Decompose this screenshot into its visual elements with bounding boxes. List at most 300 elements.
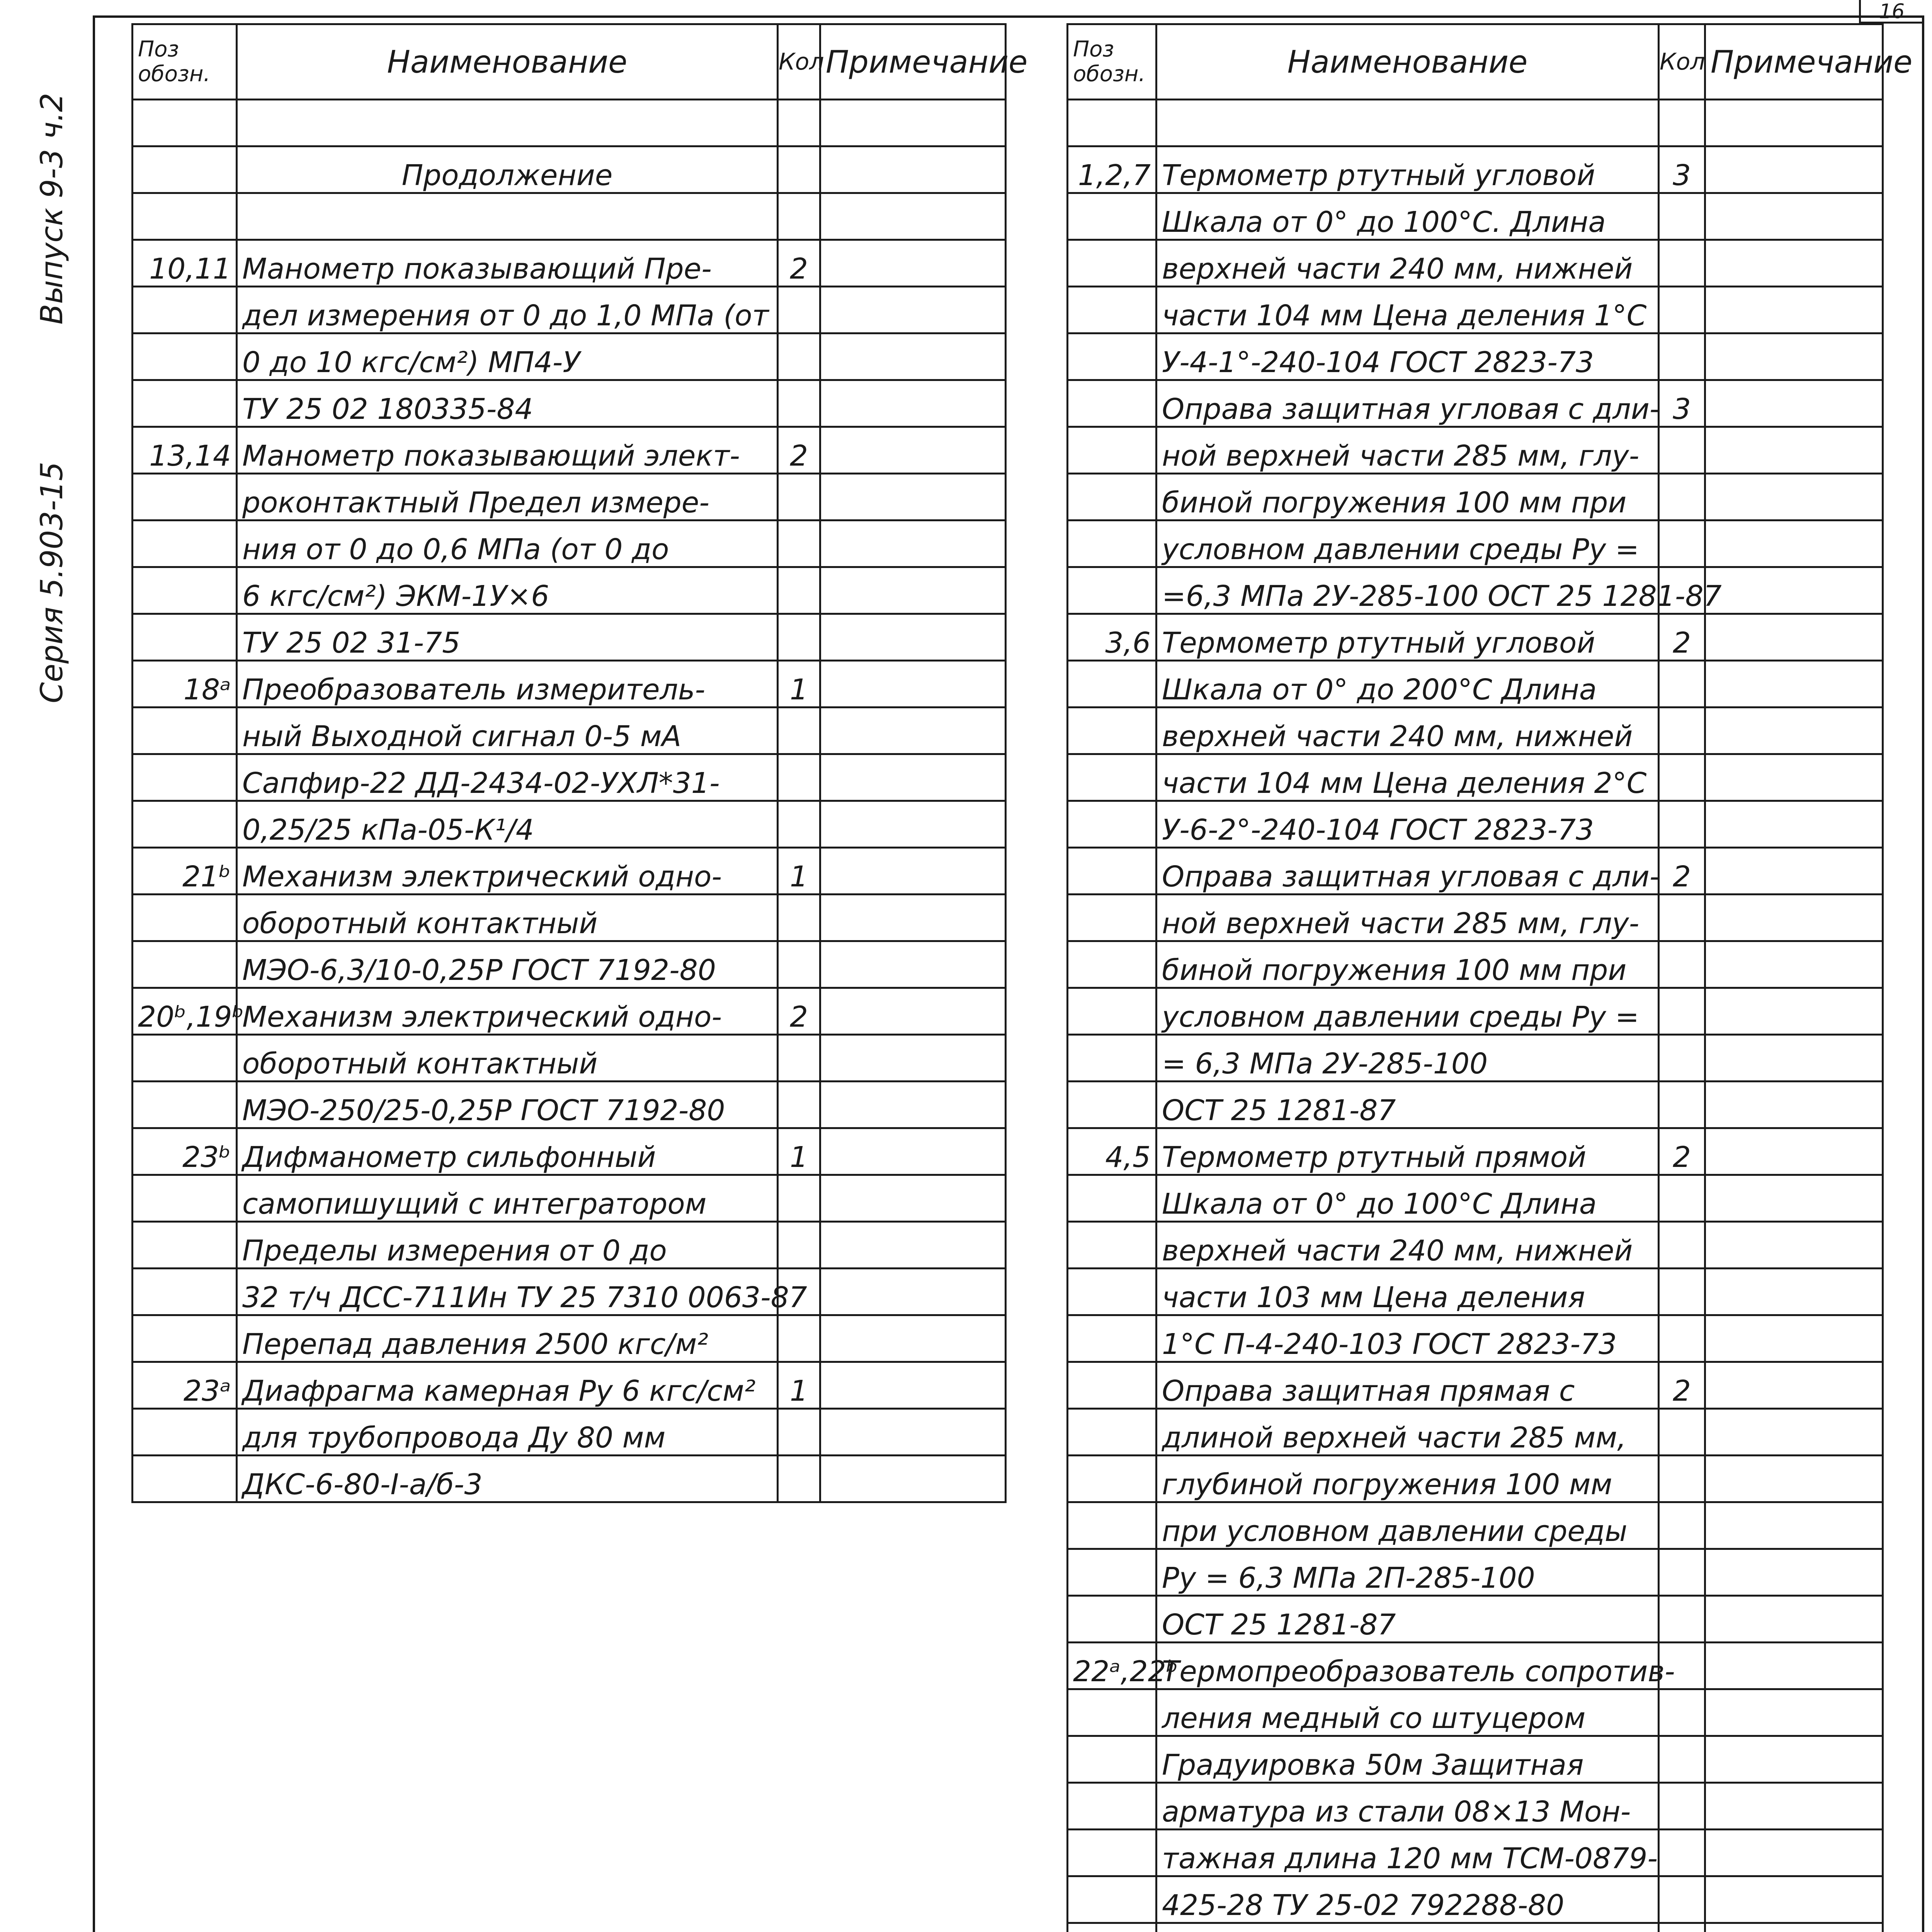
table-row xyxy=(1068,1643,1883,1689)
cell-name: Продолжение xyxy=(237,146,778,193)
cell-note xyxy=(1705,1736,1883,1783)
table-row xyxy=(1068,1596,1883,1643)
cell-qty xyxy=(1659,1596,1705,1643)
cell-pos xyxy=(1068,895,1156,941)
cell-pos: 23ᵃ xyxy=(133,1362,237,1409)
cell-note xyxy=(820,520,1006,567)
cell-pos xyxy=(133,707,237,754)
cell-qty xyxy=(1659,941,1705,988)
table-row xyxy=(1068,1549,1883,1596)
cell-note xyxy=(820,941,1006,988)
cell-name: Термометр ртутный прямой xyxy=(1156,1128,1659,1175)
cell-name xyxy=(237,100,778,146)
cell-note xyxy=(1705,474,1883,520)
cell-pos xyxy=(133,474,237,520)
cell-name: = 6,3 МПа 2У-285-100 xyxy=(1156,1035,1659,1082)
cell-name: глубиной погружения 100 мм xyxy=(1156,1456,1659,1502)
cell-pos xyxy=(1068,1876,1156,1923)
cell-pos xyxy=(133,567,237,614)
cell-note xyxy=(820,427,1006,474)
table-row xyxy=(133,1456,1006,1502)
cell-qty xyxy=(778,754,820,801)
cell-pos xyxy=(133,1082,237,1128)
cell-note xyxy=(1705,1876,1883,1923)
cell-qty xyxy=(1659,895,1705,941)
cell-name: Манометр показывающий элект- xyxy=(237,427,778,474)
cell-name: Термометр ртутный угловой xyxy=(1156,146,1659,193)
cell-qty xyxy=(778,287,820,333)
table-row xyxy=(1068,1128,1883,1175)
cell-pos xyxy=(133,1409,237,1456)
cell-note xyxy=(1705,1830,1883,1876)
cell-name: ный Выходной сигнал 0-5 мА xyxy=(237,707,778,754)
cell-name: Механизм электрический одно- xyxy=(237,848,778,895)
table-row xyxy=(133,333,1006,380)
table-row xyxy=(133,100,1006,146)
cell-qty: 2 xyxy=(1659,1362,1705,1409)
cell-qty xyxy=(1659,1736,1705,1783)
table-row xyxy=(1068,707,1883,754)
cell-note xyxy=(1705,1269,1883,1315)
cell-pos xyxy=(133,520,237,567)
cell-name: ния от 0 до 0,6 МПа (от 0 до xyxy=(237,520,778,567)
cell-pos xyxy=(1068,474,1156,520)
cell-name: Манометр показывающий Пре- xyxy=(237,240,778,287)
cell-note xyxy=(820,1035,1006,1082)
table-row xyxy=(1068,754,1883,801)
cell-qty xyxy=(778,1409,820,1456)
table-row xyxy=(1068,661,1883,707)
cell-name: Пределы измерения от 0 до xyxy=(237,1222,778,1269)
cell-pos xyxy=(1068,1362,1156,1409)
table-row xyxy=(1068,1502,1883,1549)
left-spec-table xyxy=(131,23,1028,1503)
cell-name: У-4-1°-240-104 ГОСТ 2823-73 xyxy=(1156,333,1659,380)
cell-name: арматура из стали 08×13 Мон- xyxy=(1156,1783,1659,1830)
cell-qty xyxy=(1659,1830,1705,1876)
cell-name: Оправа защитная прямая с xyxy=(1156,1362,1659,1409)
cell-note xyxy=(820,1128,1006,1175)
table-row xyxy=(133,193,1006,240)
cell-name: длиной верхней части 285 мм, xyxy=(1156,1409,1659,1456)
table-row xyxy=(133,380,1006,427)
issue-label: Выпуск 9-3 ч.2 xyxy=(35,93,70,325)
cell-note xyxy=(820,661,1006,707)
table-row xyxy=(133,1175,1006,1222)
cell-pos xyxy=(1068,941,1156,988)
cell-pos xyxy=(1068,988,1156,1035)
table-row xyxy=(1068,1362,1883,1409)
cell-qty xyxy=(1659,100,1705,146)
table-row xyxy=(133,941,1006,988)
cell-qty: 2 xyxy=(1659,848,1705,895)
cell-qty xyxy=(1659,240,1705,287)
cell-name: Перепад давления 2500 кгс/м² xyxy=(237,1315,778,1362)
cell-note xyxy=(820,707,1006,754)
cell-note xyxy=(820,567,1006,614)
cell-name: МЭО-6,3/10-0,25Р ГОСТ 7192-80 xyxy=(237,941,778,988)
cell-qty: 1 xyxy=(778,661,820,707)
table-row xyxy=(1068,801,1883,848)
cell-name: ТУ 25 02 31-75 xyxy=(237,614,778,661)
table-row xyxy=(1068,1830,1883,1876)
table-row xyxy=(133,707,1006,754)
cell-name: дел измерения от 0 до 1,0 МПа (от xyxy=(237,287,778,333)
cell-note xyxy=(1705,427,1883,474)
cell-name: самопишущий с интегратором xyxy=(237,1175,778,1222)
table-row xyxy=(133,240,1006,287)
cell-note xyxy=(820,474,1006,520)
cell-name: 0 до 10 кгс/см²) МП4-У xyxy=(237,333,778,380)
cell-pos xyxy=(1068,1175,1156,1222)
cell-qty xyxy=(778,1456,820,1502)
cell-pos xyxy=(1068,380,1156,427)
cell-name: Ру = 6,3 МПа 2П-285-100 xyxy=(1156,1549,1659,1596)
cell-pos xyxy=(1068,1409,1156,1456)
cell-qty xyxy=(778,614,820,661)
cell-note xyxy=(1705,333,1883,380)
table-row xyxy=(1068,1876,1883,1923)
cell-note xyxy=(820,193,1006,240)
table-row xyxy=(1068,1923,1883,1932)
cell-note xyxy=(1705,661,1883,707)
cell-note xyxy=(1705,1502,1883,1549)
table-row xyxy=(1068,474,1883,520)
table-row xyxy=(1068,1269,1883,1315)
cell-pos: 13,14 xyxy=(133,427,237,474)
cell-name: верхней части 240 мм, нижней xyxy=(1156,1222,1659,1269)
cell-name: 1°С П-4-240-103 ГОСТ 2823-73 xyxy=(1156,1315,1659,1362)
cell-name: оборотный контактный xyxy=(237,895,778,941)
cell-name: ОСТ 25 1281-87 xyxy=(1156,1596,1659,1643)
header-pos: Поз обозн. xyxy=(133,24,237,100)
cell-note xyxy=(1705,1222,1883,1269)
cell-pos xyxy=(133,1035,237,1082)
cell-name: при условном давлении среды xyxy=(1156,1502,1659,1549)
cell-pos xyxy=(1068,848,1156,895)
cell-pos xyxy=(1068,193,1156,240)
cell-note xyxy=(1705,707,1883,754)
cell-name: части 104 мм Цена деления 1°С xyxy=(1156,287,1659,333)
table-row xyxy=(1068,100,1883,146)
cell-pos xyxy=(133,801,237,848)
cell-pos xyxy=(133,333,237,380)
cell-qty xyxy=(1659,1222,1705,1269)
cell-note xyxy=(820,1315,1006,1362)
cell-pos: 18ᵃ xyxy=(133,661,237,707)
cell-pos xyxy=(1068,1502,1156,1549)
header-note: Примечание xyxy=(1705,24,1883,100)
cell-qty: 2 xyxy=(778,240,820,287)
cell-note xyxy=(1705,895,1883,941)
cell-qty xyxy=(1659,1549,1705,1596)
header-name: Наименование xyxy=(1156,24,1659,100)
cell-qty xyxy=(1659,754,1705,801)
table-row xyxy=(133,754,1006,801)
cell-name: Преобразователь измеритель- xyxy=(237,661,778,707)
cell-qty xyxy=(778,1175,820,1222)
table-row xyxy=(133,614,1006,661)
cell-qty: 2 xyxy=(778,988,820,1035)
table-row xyxy=(1068,520,1883,567)
cell-qty xyxy=(778,707,820,754)
cell-pos xyxy=(1068,240,1156,287)
cell-note xyxy=(1705,1082,1883,1128)
cell-name: 32 т/ч ДСС-711Ин ТУ 25 7310 0063-87 xyxy=(237,1269,778,1315)
cell-name xyxy=(1156,100,1659,146)
cell-qty xyxy=(1659,1689,1705,1736)
table-row xyxy=(133,988,1006,1035)
cell-name: ОСТ 25 1281-87 xyxy=(1156,1082,1659,1128)
table-row xyxy=(1068,1456,1883,1502)
cell-pos xyxy=(133,754,237,801)
table-row xyxy=(1068,614,1883,661)
cell-note xyxy=(820,333,1006,380)
cell-note xyxy=(820,754,1006,801)
cell-note xyxy=(1705,1783,1883,1830)
cell-name: 0,25/25 кПа-05-К¹/4 xyxy=(237,801,778,848)
table-row xyxy=(133,567,1006,614)
cell-name: ления медный со штуцером xyxy=(1156,1689,1659,1736)
table-row xyxy=(1068,988,1883,1035)
table-row xyxy=(133,474,1006,520)
cell-note xyxy=(1705,848,1883,895)
cell-pos xyxy=(1068,520,1156,567)
table-row xyxy=(133,848,1006,895)
cell-note xyxy=(820,240,1006,287)
side-title-column xyxy=(23,15,93,711)
cell-pos xyxy=(1068,333,1156,380)
cell-note xyxy=(1705,240,1883,287)
table-row xyxy=(133,287,1006,333)
cell-pos xyxy=(1068,1923,1156,1932)
cell-note xyxy=(820,1362,1006,1409)
cell-pos xyxy=(1068,1549,1156,1596)
header-qty: Кол xyxy=(1659,24,1705,100)
table-row xyxy=(1068,1082,1883,1128)
cell-qty xyxy=(1659,1502,1705,1549)
cell-pos xyxy=(133,941,237,988)
page-number: 16 xyxy=(1859,0,1923,24)
cell-name: Шкала от 0° до 200°С Длина xyxy=(1156,661,1659,707)
cell-note xyxy=(820,287,1006,333)
cell-name xyxy=(1156,1923,1659,1932)
cell-qty xyxy=(1659,1783,1705,1830)
cell-pos xyxy=(133,1456,237,1502)
cell-note xyxy=(1705,1362,1883,1409)
cell-note xyxy=(820,146,1006,193)
cell-pos xyxy=(133,1315,237,1362)
cell-note xyxy=(820,848,1006,895)
cell-qty xyxy=(778,1222,820,1269)
cell-qty: 2 xyxy=(1659,614,1705,661)
cell-name: ной верхней части 285 мм, глу- xyxy=(1156,427,1659,474)
table-row xyxy=(1068,1222,1883,1269)
cell-note xyxy=(820,1082,1006,1128)
cell-pos: 10,11 xyxy=(133,240,237,287)
header-qty: Кол xyxy=(778,24,820,100)
cell-qty xyxy=(1659,988,1705,1035)
cell-pos xyxy=(133,614,237,661)
cell-note xyxy=(1705,380,1883,427)
cell-pos xyxy=(1068,100,1156,146)
cell-note xyxy=(820,1409,1006,1456)
cell-qty xyxy=(1659,193,1705,240)
table-row xyxy=(1068,567,1883,614)
cell-note xyxy=(820,1175,1006,1222)
cell-name: Оправа защитная угловая с дли- xyxy=(1156,848,1659,895)
cell-pos xyxy=(1068,287,1156,333)
cell-note xyxy=(820,801,1006,848)
cell-pos xyxy=(1068,1830,1156,1876)
table-row xyxy=(133,1269,1006,1315)
cell-qty xyxy=(1659,427,1705,474)
cell-note xyxy=(820,988,1006,1035)
cell-name: условном давлении среды Ру = xyxy=(1156,520,1659,567)
table-row xyxy=(1068,1035,1883,1082)
table-row xyxy=(1068,287,1883,333)
table-row xyxy=(133,1315,1006,1362)
cell-qty xyxy=(778,146,820,193)
cell-pos xyxy=(1068,801,1156,848)
table-row xyxy=(133,1082,1006,1128)
cell-qty xyxy=(778,193,820,240)
cell-name: 6 кгс/см²) ЭКМ-1У×6 xyxy=(237,567,778,614)
table-row xyxy=(133,661,1006,707)
table-row xyxy=(1068,380,1883,427)
cell-name: тажная длина 120 мм ТСМ-0879- xyxy=(1156,1830,1659,1876)
table-row xyxy=(1068,848,1883,895)
table-row xyxy=(133,895,1006,941)
header-note: Примечание xyxy=(820,24,1006,100)
cell-qty xyxy=(778,520,820,567)
cell-name: Шкала от 0° до 100°С. Длина xyxy=(1156,193,1659,240)
cell-qty xyxy=(778,1315,820,1362)
table-row xyxy=(1068,1689,1883,1736)
cell-pos xyxy=(1068,1269,1156,1315)
cell-qty xyxy=(778,474,820,520)
cell-note xyxy=(820,1456,1006,1502)
cell-name: ТУ 25 02 180335-84 xyxy=(237,380,778,427)
table-row xyxy=(1068,146,1883,193)
cell-qty xyxy=(1659,1175,1705,1222)
cell-name: Термопреобразователь сопротив- xyxy=(1156,1643,1659,1689)
table-row xyxy=(133,146,1006,193)
table-row xyxy=(1068,1315,1883,1362)
cell-qty: 3 xyxy=(1659,146,1705,193)
cell-note xyxy=(1705,941,1883,988)
table-row xyxy=(1068,1409,1883,1456)
cell-note xyxy=(1705,1175,1883,1222)
cell-qty: 1 xyxy=(778,1362,820,1409)
cell-qty: 2 xyxy=(778,427,820,474)
cell-qty xyxy=(778,333,820,380)
cell-note xyxy=(1705,193,1883,240)
cell-pos xyxy=(133,193,237,240)
cell-note xyxy=(1705,1409,1883,1456)
cell-qty xyxy=(1659,1923,1705,1932)
cell-note xyxy=(820,1269,1006,1315)
cell-note xyxy=(1705,1549,1883,1596)
cell-qty xyxy=(1659,801,1705,848)
cell-note xyxy=(1705,520,1883,567)
cell-note xyxy=(1705,1035,1883,1082)
cell-pos xyxy=(1068,754,1156,801)
cell-note xyxy=(1705,1456,1883,1502)
cell-pos xyxy=(1068,661,1156,707)
cell-pos: 3,6 xyxy=(1068,614,1156,661)
cell-pos xyxy=(133,380,237,427)
cell-pos xyxy=(1068,1456,1156,1502)
cell-qty xyxy=(778,801,820,848)
cell-pos xyxy=(1068,707,1156,754)
cell-qty xyxy=(1659,661,1705,707)
cell-pos xyxy=(1068,1596,1156,1643)
table-row xyxy=(133,520,1006,567)
cell-qty xyxy=(778,895,820,941)
cell-qty xyxy=(1659,1409,1705,1456)
cell-qty xyxy=(1659,474,1705,520)
table-row xyxy=(133,1362,1006,1409)
cell-pos xyxy=(133,895,237,941)
cell-name: МЭО-250/25-0,25Р ГОСТ 7192-80 xyxy=(237,1082,778,1128)
table-row xyxy=(1068,895,1883,941)
cell-qty xyxy=(1659,1035,1705,1082)
table-header-row xyxy=(133,24,1006,100)
cell-name: роконтактный Предел измере- xyxy=(237,474,778,520)
cell-name: части 104 мм Цена деления 2°С xyxy=(1156,754,1659,801)
cell-pos xyxy=(1068,1315,1156,1362)
table-row xyxy=(1068,1783,1883,1830)
table-row xyxy=(1068,1736,1883,1783)
cell-note xyxy=(1705,287,1883,333)
cell-qty xyxy=(1659,1082,1705,1128)
cell-pos xyxy=(133,287,237,333)
cell-qty xyxy=(1659,1315,1705,1362)
cell-qty xyxy=(1659,707,1705,754)
cell-name: 425-28 ТУ 25-02 792288-80 xyxy=(1156,1876,1659,1923)
cell-qty xyxy=(1659,520,1705,567)
cell-pos xyxy=(1068,1736,1156,1783)
cell-note xyxy=(820,614,1006,661)
table-row xyxy=(1068,333,1883,380)
cell-pos: 4,5 xyxy=(1068,1128,1156,1175)
cell-note xyxy=(1705,988,1883,1035)
cell-pos xyxy=(1068,1035,1156,1082)
cell-pos xyxy=(1068,427,1156,474)
cell-name: условном давлении среды Ру = xyxy=(1156,988,1659,1035)
cell-qty xyxy=(778,1082,820,1128)
cell-name: верхней части 240 мм, нижней xyxy=(1156,707,1659,754)
cell-qty xyxy=(778,100,820,146)
cell-name: У-6-2°-240-104 ГОСТ 2823-73 xyxy=(1156,801,1659,848)
table-header-row xyxy=(1068,24,1883,100)
cell-pos xyxy=(133,1175,237,1222)
table-row xyxy=(1068,193,1883,240)
cell-note xyxy=(1705,1596,1883,1643)
cell-pos xyxy=(133,146,237,193)
cell-name: Оправа защитная угловая с дли- xyxy=(1156,380,1659,427)
cell-qty xyxy=(778,941,820,988)
cell-note xyxy=(1705,1923,1883,1932)
table-row xyxy=(133,1128,1006,1175)
cell-note xyxy=(1705,100,1883,146)
cell-name: Механизм электрический одно- xyxy=(237,988,778,1035)
header-name: Наименование xyxy=(237,24,778,100)
cell-name: Сапфир-22 ДД-2434-02-УХЛ*31- xyxy=(237,754,778,801)
cell-pos: 23ᵇ xyxy=(133,1128,237,1175)
cell-qty: 1 xyxy=(778,848,820,895)
